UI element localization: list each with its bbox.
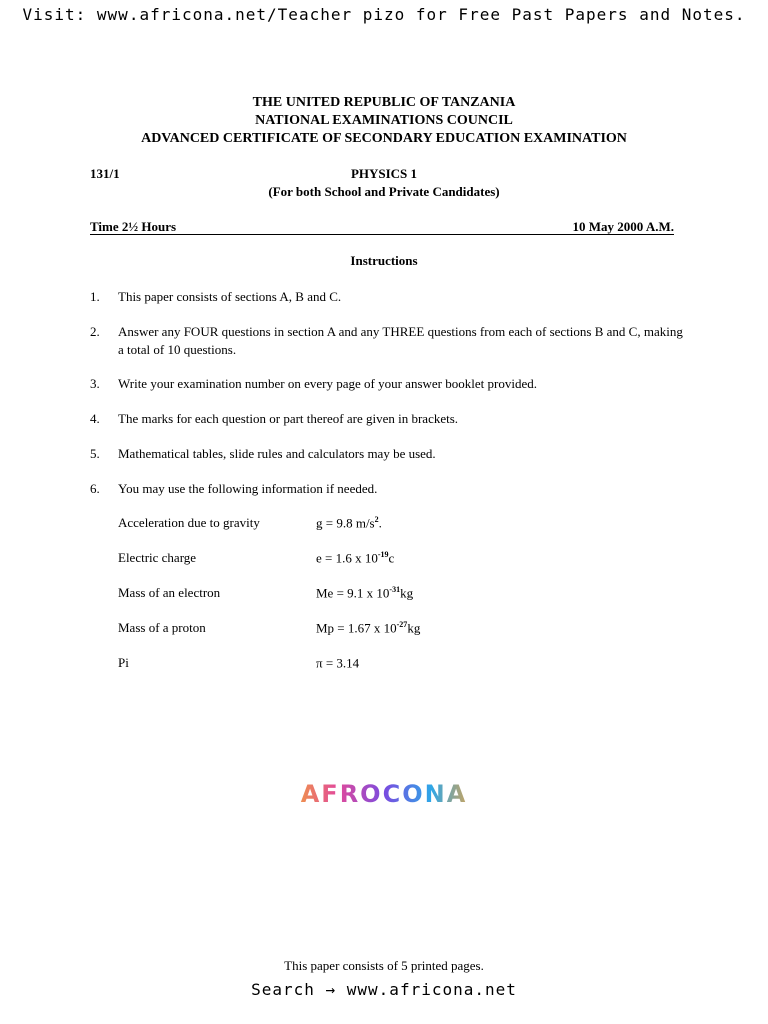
page-count-note: This paper consists of 5 printed pages.	[284, 958, 484, 973]
search-footer: Search → www.africona.net	[251, 980, 517, 999]
logo-text: AFROCONA	[290, 780, 478, 808]
instruction-text: The marks for each question or part thereof are given in brackets.	[118, 411, 459, 426]
instruction-text: Write your examination number on every page of your answer booklet provided.	[118, 376, 537, 391]
instruction-number: 3.	[90, 376, 100, 391]
instruction-text: Answer any FOUR questions in section A and any THREE questions from each of sections B and C, making a total of 10 questions.	[118, 324, 683, 357]
instruction-number: 4.	[90, 411, 100, 426]
constant-label: Electric charge	[118, 550, 197, 565]
constant-row	[118, 550, 618, 568]
instruction-text: You may use the following information if needed.	[118, 481, 378, 496]
constant-label: Acceleration due to gravity	[118, 515, 260, 530]
instruction-text: This paper consists of sections A, B and C.	[118, 289, 342, 304]
instruction-number: 1.	[90, 289, 100, 304]
constant-label: Mass of a proton	[118, 620, 206, 635]
site-banner: Visit: www.africona.net/Teacher pizo for Free Past Papers and Notes.	[22, 5, 746, 24]
africona-logo	[290, 780, 478, 810]
time-date-line	[90, 219, 674, 235]
constant-value: e = 1.6 x $10^{-19}c$	[316, 550, 395, 566]
constant-value: Mp = 1.67 x $10^{-27}kg$	[316, 620, 421, 636]
constant-value: Me = 9.1 x $10^{-31}kg$	[316, 585, 414, 601]
constant-row	[118, 655, 618, 673]
constant-row	[118, 515, 618, 533]
instruction-text: Mathematical tables, slide rules and calculators may be used.	[118, 446, 436, 461]
constant-row	[118, 620, 618, 638]
paper-code: 131/1	[90, 166, 120, 181]
paper-time: Time 2½ Hours	[90, 219, 177, 234]
constant-row	[118, 585, 618, 603]
constant-label: Pi	[118, 655, 129, 670]
paper-subject: PHYSICS 1	[350, 166, 418, 181]
header-exam: ADVANCED CERTIFICATE OF SECONDARY EDUCATION EXAMINATION	[141, 131, 627, 146]
header-country: THE UNITED REPUBLIC OF TANZANIA	[252, 95, 516, 110]
constant-label: Mass of an electron	[118, 585, 221, 600]
paper-candidates: (For both School and Private Candidates)	[268, 184, 500, 199]
paper-date: 10 May 2000 A.M.	[572, 219, 674, 234]
header-council: NATIONAL EXAMINATIONS COUNCIL	[255, 113, 513, 128]
instructions-title: Instructions	[350, 253, 418, 268]
constant-value: g = 9.8 $m/s^2$.	[316, 515, 382, 531]
instruction-number: 2.	[90, 324, 100, 339]
instruction-number: 5.	[90, 446, 100, 461]
instruction-number: 6.	[90, 481, 100, 496]
constant-value: π = 3.14	[316, 655, 360, 671]
